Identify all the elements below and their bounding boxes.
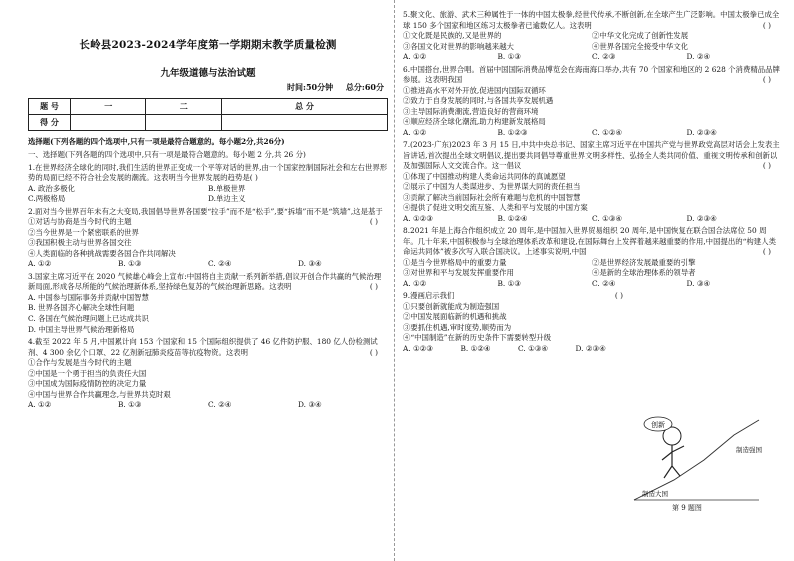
options bbox=[403, 52, 781, 63]
option[interactable]: B. ①②④ bbox=[497, 213, 528, 223]
option[interactable]: A. ①② bbox=[28, 259, 52, 269]
answer-paren[interactable]: ( ) bbox=[762, 247, 771, 257]
statement: ④提供了促进文明交流互鉴、人类和平与发展的中国方案 bbox=[403, 203, 588, 213]
question-stem: 4.截至 2022 年 5 月,中国累计向 153 个国家和 15 个国际组织提供了 46 亿件防护服、180 亿人份检测试剂、4 300 余亿个口罩、22 亿剂新冠肺炎疫苗等抗疫物资。这表明 ( ) bbox=[28, 337, 378, 357]
fold-line bbox=[394, 0, 395, 561]
section-one-title: 选择题(下列各题的四个选项中,只有一项是最符合题意的。每小题2分,共26分) bbox=[28, 136, 285, 146]
option[interactable]: A. ①②③ bbox=[403, 213, 433, 223]
statement: ③要抓住机遇,审时度势,顺势而为 bbox=[403, 322, 512, 332]
options bbox=[28, 184, 388, 205]
question-9 bbox=[403, 291, 633, 354]
statements bbox=[403, 31, 781, 52]
option[interactable]: B.单极世界 bbox=[208, 183, 246, 193]
options bbox=[403, 214, 781, 225]
question-stem: 7.(2023·广东)2023 年 3 月 15 日,中共中央总书记、国家主席习近平在中国共产党与世界政党高层对话会上发表主旨讲话,首次提出全球文明倡议,提出要共同倡导尊重世界文明多样性、弘扬全人类共同价值、重视文明传承和创新以及加强国际人文交流合作。这一倡议 ( ) bbox=[403, 140, 780, 171]
option[interactable]: B. ①③ bbox=[118, 400, 142, 410]
statement: ①体现了中国推动构建人类命运共同体的真诚愿望 bbox=[403, 171, 566, 181]
score-header-cell: 二 bbox=[146, 98, 221, 114]
question-3 bbox=[28, 272, 388, 335]
option[interactable]: A. ①② bbox=[403, 278, 427, 288]
option[interactable]: C. ②④ bbox=[208, 400, 232, 410]
answer-paren[interactable]: ( ) bbox=[369, 282, 378, 292]
statement: ②致力于自身发展的同时,与各国共享发展机遇 bbox=[403, 96, 554, 106]
statement: ③对世界和平与发展发挥重要作用 bbox=[403, 268, 514, 278]
question-7 bbox=[403, 140, 781, 224]
answer-paren[interactable]: ( ) bbox=[762, 161, 771, 171]
statement: ①文化既是民族的,又是世界的 bbox=[403, 31, 502, 41]
statements bbox=[403, 258, 781, 279]
statement: ③主导国际消费潮流,营造良好的营商环境 bbox=[403, 106, 539, 116]
option[interactable]: C.两极格局 bbox=[28, 194, 66, 204]
statement: ④人类面临的各种挑战需要各国合作共同解决 bbox=[28, 248, 176, 258]
statement: ②展示了中国为人类谋进步、为世界谋大同的责任担当 bbox=[403, 182, 581, 192]
statement: ④世界各国完全接受中华文化 bbox=[592, 41, 689, 51]
option[interactable]: A. ①② bbox=[403, 127, 427, 137]
option[interactable]: B. 世界各国齐心解决全球性问题 bbox=[28, 303, 135, 313]
statement: ③中国成为国际疫情防控的决定力量 bbox=[28, 379, 147, 389]
question-stem: 2.面对当今世界百年未有之大变局,我国倡导世界各国要“拉手”而不是“松手”,要“拆墙”而不是“筑墙”,这是基于 ( ) bbox=[28, 206, 383, 227]
statement: ②中国是一个勇于担当的负责任大国 bbox=[28, 368, 147, 378]
statement: ②是世界经济发展最重要的引擎 bbox=[592, 257, 696, 267]
option[interactable]: C. ①③④ bbox=[592, 213, 622, 223]
score-cell[interactable] bbox=[146, 114, 221, 130]
option[interactable]: D. ②③④ bbox=[575, 343, 606, 353]
score-cell[interactable] bbox=[221, 114, 387, 130]
option[interactable]: A. 中国参与国际事务并贡献中国智慧 bbox=[28, 292, 149, 302]
option[interactable]: C. ①②④ bbox=[592, 127, 622, 137]
option[interactable]: C. 各国在气候治理问题上已达成共识 bbox=[28, 314, 149, 323]
options bbox=[28, 259, 388, 270]
statement: ①只要创新就能成为制造强国 bbox=[403, 301, 500, 311]
option[interactable]: C. ②④ bbox=[208, 259, 232, 269]
cartoon-label-strong: 制造强国 bbox=[736, 446, 762, 454]
answer-paren[interactable]: ( ) bbox=[614, 291, 623, 301]
option[interactable]: A. ①② bbox=[28, 400, 52, 410]
answer-paren[interactable]: ( ) bbox=[369, 217, 378, 227]
cartoon-figure bbox=[624, 400, 769, 510]
statement: ②中华文化完成了创新性发展 bbox=[592, 31, 689, 41]
option[interactable]: B. ①②③ bbox=[497, 127, 528, 137]
statement: ②当今世界是一个紧密联系的世界 bbox=[28, 227, 139, 237]
question-stem: 9.漫画启示我们 ( ) bbox=[403, 291, 623, 301]
subject-title: 九年级道德与法治试题 bbox=[160, 67, 256, 79]
exam-meta bbox=[28, 82, 388, 93]
figure-caption: 第 9 题图 bbox=[672, 504, 702, 512]
statement: ④“中国制造”在新的历史条件下需要转型升级 bbox=[403, 333, 551, 343]
score-cell[interactable] bbox=[71, 114, 146, 130]
left-column bbox=[28, 8, 388, 411]
statement: ①推进高水平对外开放,促进国内国际双循环 bbox=[403, 85, 546, 95]
options bbox=[403, 344, 633, 355]
option[interactable]: D. ③④ bbox=[298, 259, 322, 269]
statement: ④顺应经济全球化潮流,助力构建新发展格局 bbox=[403, 117, 546, 127]
question-stem: 8.2021 年是上海合作组织成立 20 周年,是中国加入世界贸易组织 20 周年,是中国恢复在联合国合法席位 50 周年。几十年来,中国积极参与全球治理体系改革和建设,在国际舞台上发挥着越来越重要的作用,中国提出的“构建人类命运共同体”被多次写入联合国决议。上述事实说明,中国 ( ) bbox=[403, 226, 776, 257]
total-label: 总分:60分 bbox=[345, 82, 384, 93]
cartoon-label-innovation: 创新 bbox=[651, 421, 665, 429]
question-stem: 3.国家主席习近平在 2020 气候雄心峰会上宣布:中国将自主贡献一系列新举措,倡议开创合作共赢的气候治理新局面,形成各尽所能的气候治理新体系,坚持绿色复苏的气候治理新思路。这表明 ( ) bbox=[28, 271, 382, 292]
question-4 bbox=[28, 337, 388, 411]
option[interactable]: C. ②③ bbox=[592, 52, 616, 62]
option[interactable]: B. ①③ bbox=[118, 259, 142, 269]
statement: ③各国文化对世界的影响越来越大 bbox=[403, 41, 514, 51]
time-label: 时间:50分钟 bbox=[287, 82, 334, 93]
question-stem: 5.聚文化、旅游、武术三种属性于一体的中国太极拳,经世代传承,不断创新,在全球产生广泛影响。中国太极拳已成全球 150 多个国家和地区练习太极拳者已逾数亿人。这表明 ( ) bbox=[403, 10, 780, 30]
question-2 bbox=[28, 207, 388, 270]
option[interactable]: D. ③④ bbox=[298, 400, 322, 410]
options bbox=[403, 128, 781, 139]
question-stem: 6.中国搭台,世界合唱。首届中国国际消费品博览会在海南海口举办,共有 70 个国家和地区的 2 628 个消费精品品牌参展。这表明我国 ( ) bbox=[403, 64, 780, 85]
score-row-label: 得 分 bbox=[29, 114, 71, 130]
option[interactable]: D. ②③④ bbox=[686, 213, 717, 223]
score-header-cell: 总 分 bbox=[221, 98, 387, 114]
cartoon-label-big: 制造大国 bbox=[642, 490, 668, 498]
section-one-instruction: 一、选择题(下列各题的四个选项中,只有一项是最符合题意的。每小题 2 分,共 26 分) bbox=[28, 150, 306, 160]
option[interactable]: D. ②③④ bbox=[686, 127, 717, 137]
statement: ③贡献了解决当前国际社会所有难题与危机的中国智慧 bbox=[403, 192, 581, 202]
option[interactable]: C. ②④ bbox=[592, 278, 616, 288]
option[interactable]: D. 中国主导世界气候治理新格局 bbox=[28, 324, 135, 334]
score-table bbox=[28, 98, 388, 131]
question-6 bbox=[403, 65, 781, 139]
option[interactable]: A. 政治多极化 bbox=[28, 183, 75, 193]
option[interactable]: D. ③④ bbox=[686, 278, 711, 288]
question-1 bbox=[28, 163, 388, 205]
right-column bbox=[403, 8, 781, 355]
option[interactable]: D. ②④ bbox=[686, 52, 711, 62]
options bbox=[28, 400, 388, 411]
answer-paren[interactable]: ( ) bbox=[762, 75, 771, 85]
question-5 bbox=[403, 10, 781, 63]
option[interactable]: B. ①③ bbox=[497, 278, 521, 288]
score-header-cell: 题 号 bbox=[29, 98, 71, 114]
question-stem: 1.在世界经济全球化的同时,我们生活的世界正变成一个平等对话的世界,由一个国家控制国际社会和左右世界形势的局面已经不符合社会发展的潮流。这表明当今世界发展的趋势是( ) bbox=[28, 162, 388, 183]
answer-paren[interactable]: ( ) bbox=[369, 347, 378, 357]
question-8 bbox=[403, 226, 781, 289]
statement: ②中国发展面临新的机遇和挑战 bbox=[403, 312, 507, 322]
statement: ③我国积极主动与世界各国交往 bbox=[28, 238, 132, 248]
statement: ①合作与发展是当今时代的主题 bbox=[28, 358, 132, 368]
option[interactable]: D.单边主义 bbox=[208, 194, 246, 204]
answer-paren[interactable]: ( ) bbox=[762, 20, 771, 30]
option[interactable]: A. ①②③ bbox=[403, 343, 433, 353]
statement: ①是当今世界格局中的重要力量 bbox=[403, 257, 507, 267]
statement: ①对话与协商是当今时代的主题 bbox=[28, 217, 132, 227]
statement: ④中国与世界合作共赢理念,与世界共克时艰 bbox=[28, 389, 171, 399]
options bbox=[403, 279, 781, 290]
option[interactable]: B. ①③ bbox=[497, 52, 521, 62]
score-header-cell: 一 bbox=[71, 98, 146, 114]
exam-title: 长岭县2023-2024学年度第一学期期末教学质量检测 bbox=[79, 39, 337, 51]
statement: ④是新的全球治理体系的领导者 bbox=[592, 268, 696, 278]
option[interactable]: C. ①③④ bbox=[518, 343, 548, 353]
option[interactable]: B. ①②④ bbox=[460, 343, 491, 353]
option[interactable]: A. ①② bbox=[403, 52, 427, 62]
